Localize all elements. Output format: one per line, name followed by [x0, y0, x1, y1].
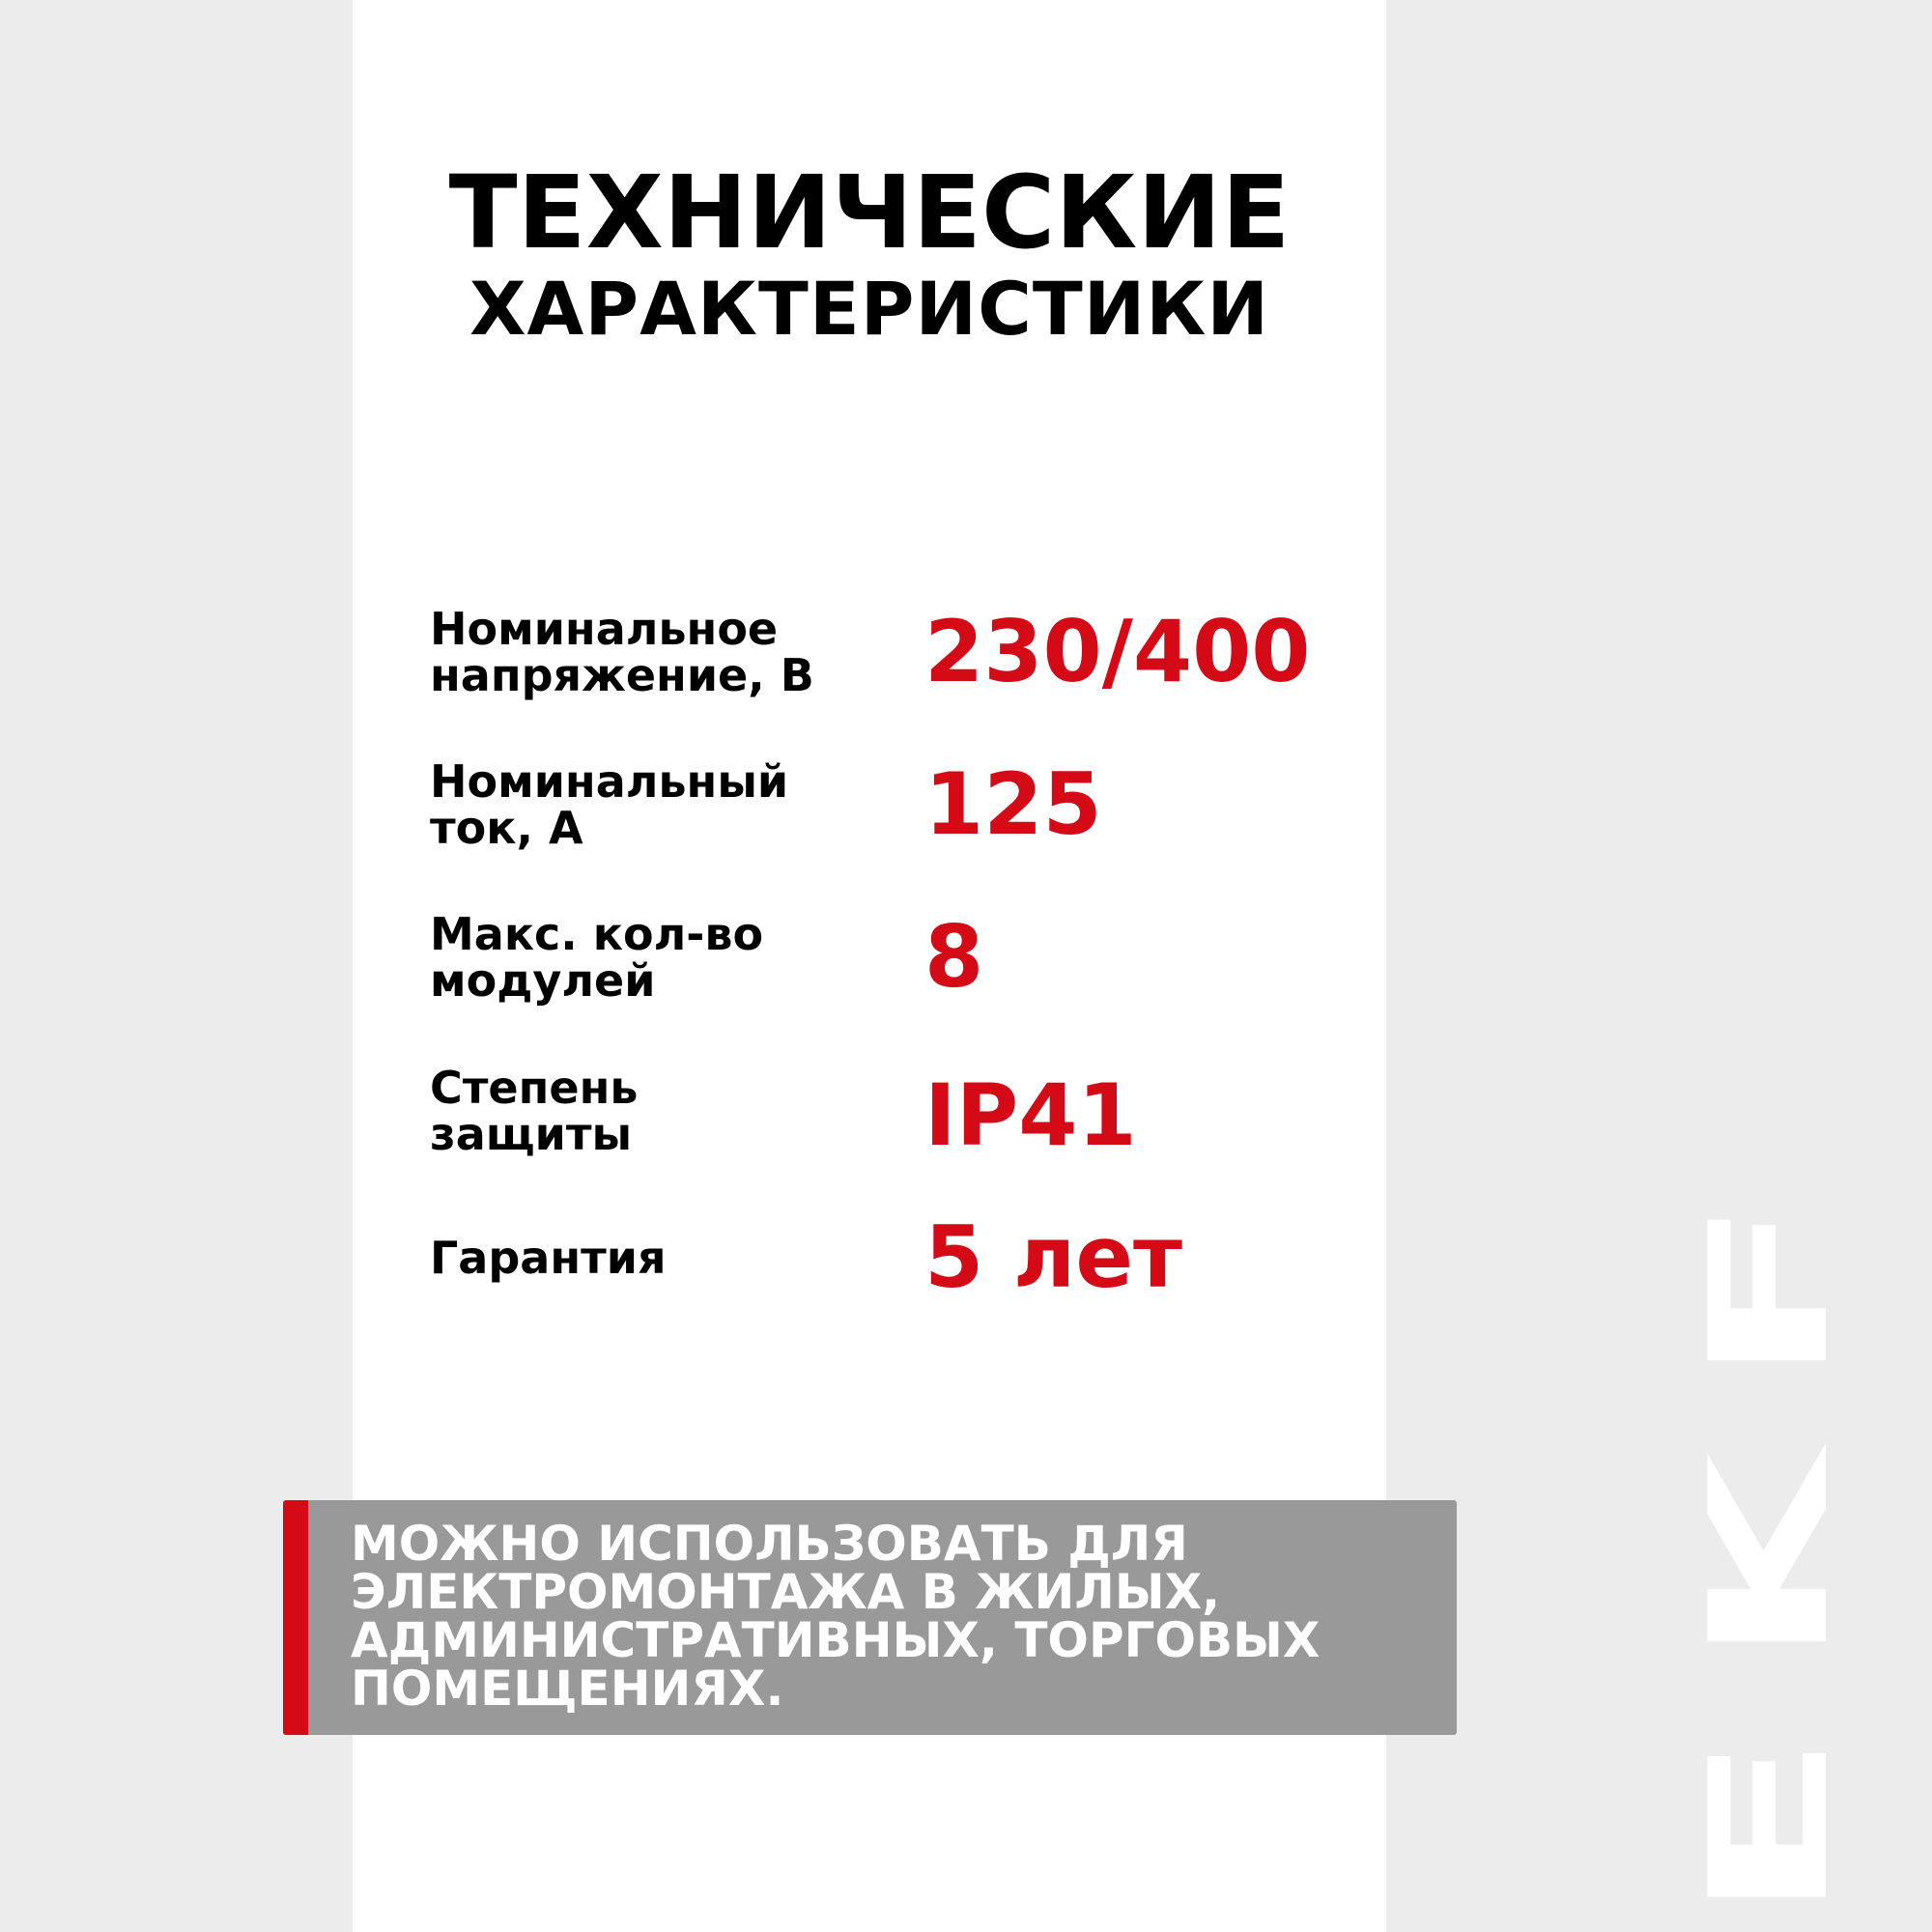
spec-row-warranty — [430, 1209, 1319, 1316]
spec-value-warranty: 5 лет — [924, 1208, 1183, 1307]
page-title-line-2: ХАРАКТЕРИСТИКИ — [469, 266, 1270, 352]
page-title — [353, 154, 1386, 353]
spec-label-modules: Макс. кол-во модулей — [430, 908, 764, 1007]
spec-label-protection: Степень защиты — [430, 1062, 639, 1160]
page-title-line-1: ТЕХНИЧЕСКИЕ — [448, 154, 1291, 271]
usage-note — [283, 1500, 1457, 1735]
spec-value-current: 125 — [924, 754, 1102, 854]
spec-label-warranty: Гарантия — [430, 1232, 667, 1284]
brand-logo — [1675, 1130, 1864, 1922]
spec-value-modules: 8 — [924, 907, 984, 1007]
spec-row-voltage — [430, 604, 1319, 710]
spec-row-current — [430, 756, 1319, 863]
spec-label-current: Номинальный ток, А — [430, 755, 789, 854]
spec-value-protection: IP41 — [924, 1065, 1137, 1165]
usage-note-text: МОЖНО ИСПОЛЬЗОВАТЬ ДЛЯ ЭЛЕКТРОМОНТАЖА В ЖИЛЫХ, АДМИНИСТРАТИВНЫХ, ТОРГОВЫХ ПОМЕЩЕНИЯХ. — [351, 1516, 1321, 1717]
brand-logo-text: EKF — [1675, 1459, 1864, 1922]
usage-note-accent-bar — [283, 1500, 308, 1735]
spec-value-voltage: 230/400 — [924, 602, 1311, 701]
spec-row-modules — [430, 909, 1319, 1015]
spec-label-voltage: Номинальное напряжение, В — [430, 603, 814, 701]
spec-row-protection — [430, 1063, 1319, 1169]
